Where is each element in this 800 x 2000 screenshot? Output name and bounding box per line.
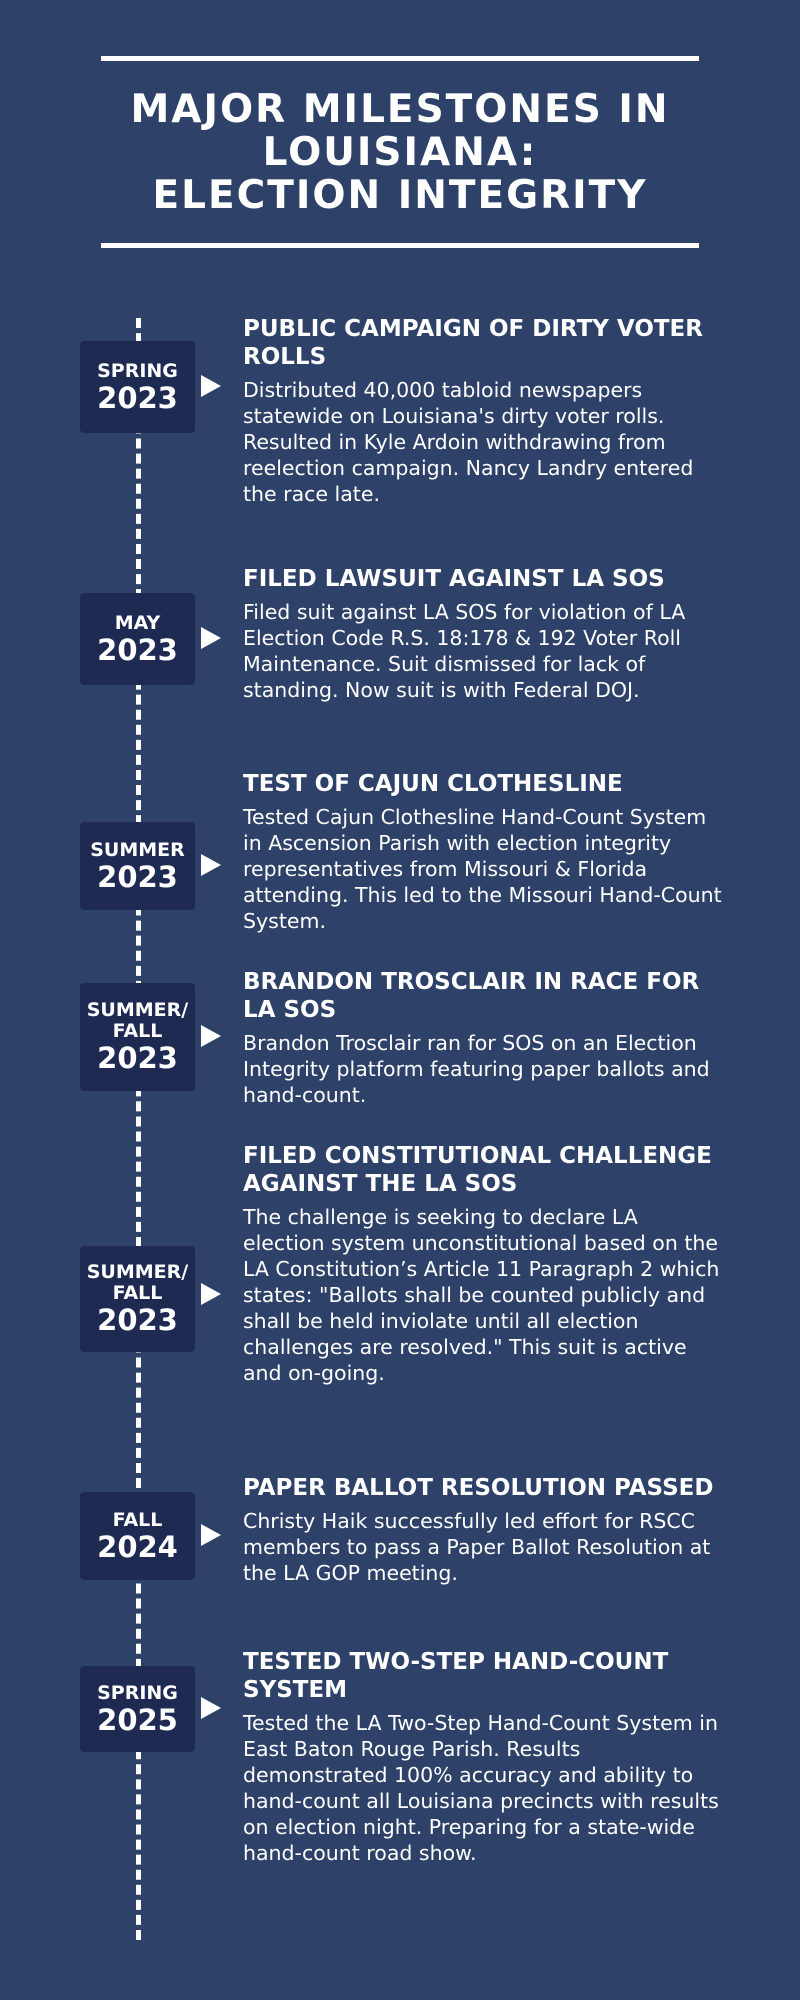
date-badge (80, 983, 195, 1091)
milestone-description: The challenge is seeking to declare LA election system unconstitutional based on the LA Constitution’s Article 11 Paragraph 2 which states: "Ballots shall be counted publicly and shall be held inviolate until all election challenges are resolved." This suit is active and on-going. (243, 1205, 720, 1385)
badge-season: FALL (112, 1508, 163, 1531)
page-title (60, 88, 740, 217)
arrow-right-icon (201, 1025, 221, 1047)
title-top-rule (101, 56, 699, 61)
arrow-right-icon (201, 375, 221, 397)
milestone-description: Filed suit against LA SOS for violation of LA Election Code R.S. 18:178 & 192 Voter Roll Maintenance. Suit dismissed for lack of standing. Now suit is with Federal DOJ. (243, 600, 686, 702)
milestone-description: Tested Cajun Clothesline Hand-Count System in Ascension Parish with election integrity representatives from Missouri & Florida attending. This led to the Missouri Hand-Count System. (243, 805, 722, 933)
milestone-description: Christy Haik successfully led effort for RSCC members to pass a Paper Ballot Resolution at the LA GOP meeting. (243, 1509, 711, 1585)
milestone-entry (243, 968, 723, 1108)
milestone-entry (243, 1648, 723, 1866)
title-line-1: MAJOR MILESTONES IN (130, 87, 670, 132)
date-badge (80, 1246, 195, 1352)
milestone-heading: FILED CONSTITUTIONAL CHALLENGE AGAINST THE LA SOS (243, 1143, 712, 1197)
milestone-entry (243, 565, 723, 703)
badge-year: 2023 (97, 380, 178, 415)
milestone-description: Tested the LA Two-Step Hand-Count System in East Baton Rouge Parish. Results demonstrated 100% accuracy and ability to hand-count all Louisiana precincts with results on election night. Preparing for a state-wide hand-count road show. (243, 1711, 719, 1865)
badge-season: SUMMER/ FALL (86, 999, 189, 1042)
date-badge (80, 341, 195, 433)
date-badge (80, 822, 195, 910)
title-line-3: ELECTION INTEGRITY (152, 173, 648, 218)
badge-year: 2023 (97, 1303, 178, 1337)
milestone-entry (243, 1142, 723, 1386)
badge-season: SUMMER (90, 838, 185, 861)
badge-year: 2025 (97, 1702, 178, 1737)
badge-season: SPRING (97, 1681, 178, 1704)
badge-season: MAY (114, 611, 161, 634)
milestone-heading: BRANDON TROSCLAIR IN RACE FOR LA SOS (243, 969, 700, 1023)
date-badge (80, 1492, 195, 1580)
date-badge (80, 593, 195, 685)
milestone-entry (243, 1474, 723, 1586)
milestone-heading: TEST OF CAJUN CLOTHESLINE (243, 771, 623, 797)
milestone-heading: PUBLIC CAMPAIGN OF DIRTY VOTER ROLLS (243, 316, 703, 370)
milestone-description: Distributed 40,000 tabloid newspapers statewide on Louisiana's dirty voter rolls. Resulted in Kyle Ardoin withdrawing from reelection campaign. Nancy Landry entered the race late. (243, 378, 694, 506)
badge-year: 2023 (97, 1041, 178, 1075)
arrow-right-icon (201, 627, 221, 649)
milestone-description: Brandon Trosclair ran for SOS on an Election Integrity platform featuring paper ballots and hand-count. (243, 1031, 710, 1107)
title-line-2: LOUISIANA: (262, 130, 538, 175)
arrow-right-icon (201, 854, 221, 876)
badge-year: 2023 (97, 632, 178, 667)
arrow-right-icon (201, 1283, 221, 1305)
arrow-right-icon (201, 1697, 221, 1719)
milestone-entry (243, 770, 723, 934)
arrow-right-icon (201, 1524, 221, 1546)
badge-year: 2023 (97, 859, 178, 894)
badge-season: SPRING (97, 359, 178, 382)
milestone-heading: PAPER BALLOT RESOLUTION PASSED (243, 1475, 714, 1501)
badge-season: SUMMER/ FALL (86, 1261, 189, 1304)
badge-year: 2024 (97, 1529, 178, 1564)
date-badge (80, 1666, 195, 1752)
title-bottom-rule (101, 243, 699, 248)
milestone-entry (243, 315, 723, 507)
milestone-heading: TESTED TWO-STEP HAND-COUNT SYSTEM (243, 1649, 669, 1703)
milestone-heading: FILED LAWSUIT AGAINST LA SOS (243, 566, 665, 592)
